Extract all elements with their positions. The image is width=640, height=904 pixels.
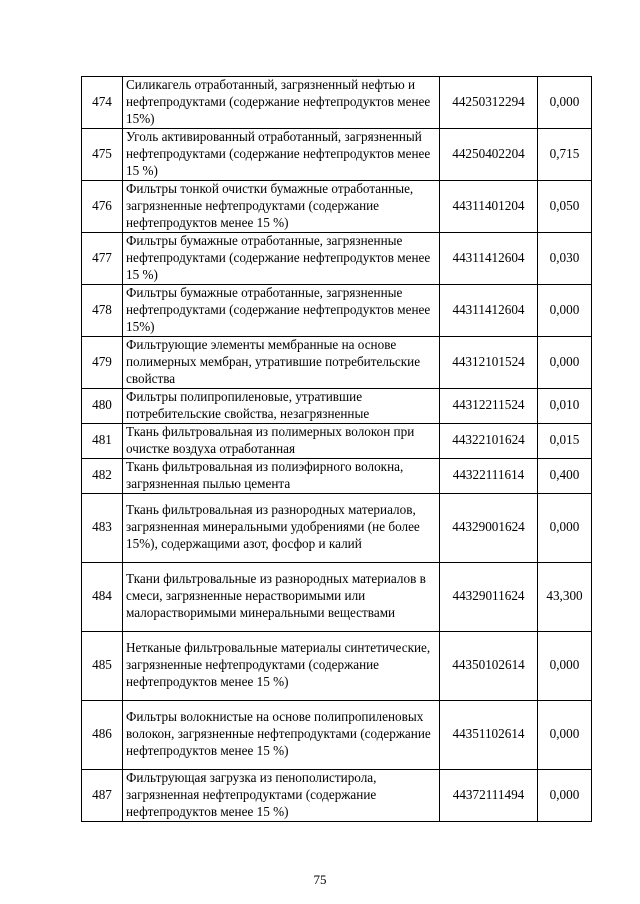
waste-table — [81, 76, 592, 822]
quantity-cell: 43,300 — [538, 562, 592, 631]
quantity-cell: 0,015 — [538, 423, 592, 458]
waste-code-cell: 44372111494 — [440, 769, 538, 821]
row-number-cell: 474 — [82, 77, 123, 129]
waste-code-cell: 44250402204 — [440, 129, 538, 181]
quantity-cell: 0,715 — [538, 129, 592, 181]
waste-code-cell: 44311412604 — [440, 284, 538, 336]
table-row — [82, 562, 592, 631]
waste-name-cell: Силикагель отработанный, загрязненный нефтью и нефтепродуктами (содержание нефтепродуктов менее 15%) — [123, 77, 440, 129]
waste-code-cell: 44311412604 — [440, 233, 538, 285]
quantity-cell: 0,000 — [538, 284, 592, 336]
table-row — [82, 388, 592, 423]
quantity-cell: 0,000 — [538, 700, 592, 769]
waste-name-cell: Уголь активированный отработанный, загрязненный нефтепродуктами (содержание нефтепродуктов менее 15 %) — [123, 129, 440, 181]
waste-name-cell: Фильтры волокнистые на основе полипропиленовых волокон, загрязненные нефтепродуктами (содержание нефтепродуктов менее 15 %) — [123, 700, 440, 769]
quantity-cell: 0,000 — [538, 77, 592, 129]
waste-name-cell: Фильтрующая загрузка из пенополистирола, загрязненная нефтепродуктами (содержание нефтепродуктов менее 15 %) — [123, 769, 440, 821]
waste-name-cell: Ткань фильтровальная из полимерных волокон при очистке воздуха отработанная — [123, 423, 440, 458]
table-row — [82, 769, 592, 821]
quantity-cell: 0,000 — [538, 493, 592, 562]
table-row — [82, 129, 592, 181]
row-number-cell: 475 — [82, 129, 123, 181]
waste-code-cell: 44312211524 — [440, 388, 538, 423]
table-row — [82, 458, 592, 493]
waste-table-body — [82, 77, 592, 822]
waste-name-cell: Ткани фильтровальные из разнородных материалов в смеси, загрязненные нерастворимыми или малорастворимыми минеральными веществами — [123, 562, 440, 631]
waste-name-cell: Фильтры полипропиленовые, утратившие потребительские свойства, незагрязненные — [123, 388, 440, 423]
table-row — [82, 181, 592, 233]
table-row — [82, 77, 592, 129]
table-row — [82, 631, 592, 700]
table-row — [82, 284, 592, 336]
table-row — [82, 233, 592, 285]
waste-code-cell: 44311401204 — [440, 181, 538, 233]
waste-code-cell: 44322101624 — [440, 423, 538, 458]
table-row — [82, 423, 592, 458]
waste-name-cell: Фильтры бумажные отработанные, загрязненные нефтепродуктами (содержание нефтепродуктов менее 15 %) — [123, 233, 440, 285]
quantity-cell: 0,030 — [538, 233, 592, 285]
waste-code-cell: 44329011624 — [440, 562, 538, 631]
row-number-cell: 483 — [82, 493, 123, 562]
row-number-cell: 479 — [82, 336, 123, 388]
row-number-cell: 482 — [82, 458, 123, 493]
row-number-cell: 478 — [82, 284, 123, 336]
waste-name-cell: Нетканые фильтровальные материалы синтетические, загрязненные нефтепродуктами (содержание нефтепродуктов менее 15 %) — [123, 631, 440, 700]
row-number-cell: 484 — [82, 562, 123, 631]
table-row — [82, 700, 592, 769]
row-number-cell: 487 — [82, 769, 123, 821]
quantity-cell: 0,000 — [538, 631, 592, 700]
row-number-cell: 486 — [82, 700, 123, 769]
waste-name-cell: Фильтрующие элементы мембранные на основе полимерных мембран, утратившие потребительские свойства — [123, 336, 440, 388]
waste-code-cell: 44350102614 — [440, 631, 538, 700]
table-row — [82, 493, 592, 562]
waste-code-cell: 44322111614 — [440, 458, 538, 493]
row-number-cell: 477 — [82, 233, 123, 285]
quantity-cell: 0,010 — [538, 388, 592, 423]
table-row — [82, 336, 592, 388]
row-number-cell: 480 — [82, 388, 123, 423]
waste-name-cell: Фильтры тонкой очистки бумажные отработанные, загрязненные нефтепродуктами (содержание нефтепродуктов менее 15 %) — [123, 181, 440, 233]
waste-name-cell: Ткань фильтровальная из разнородных материалов, загрязненная минеральными удобрениями (не более 15%), содержащими азот, фосфор и калий — [123, 493, 440, 562]
waste-name-cell: Ткань фильтровальная из полиэфирного волокна, загрязненная пылью цемента — [123, 458, 440, 493]
quantity-cell: 0,000 — [538, 336, 592, 388]
waste-code-cell: 44329001624 — [440, 493, 538, 562]
waste-code-cell: 44351102614 — [440, 700, 538, 769]
quantity-cell: 0,000 — [538, 769, 592, 821]
quantity-cell: 0,400 — [538, 458, 592, 493]
waste-code-cell: 44312101524 — [440, 336, 538, 388]
page-number: 75 — [313, 872, 327, 887]
quantity-cell: 0,050 — [538, 181, 592, 233]
row-number-cell: 485 — [82, 631, 123, 700]
row-number-cell: 481 — [82, 423, 123, 458]
waste-name-cell: Фильтры бумажные отработанные, загрязненные нефтепродуктами (содержание нефтепродуктов менее 15%) — [123, 284, 440, 336]
row-number-cell: 476 — [82, 181, 123, 233]
waste-code-cell: 44250312294 — [440, 77, 538, 129]
